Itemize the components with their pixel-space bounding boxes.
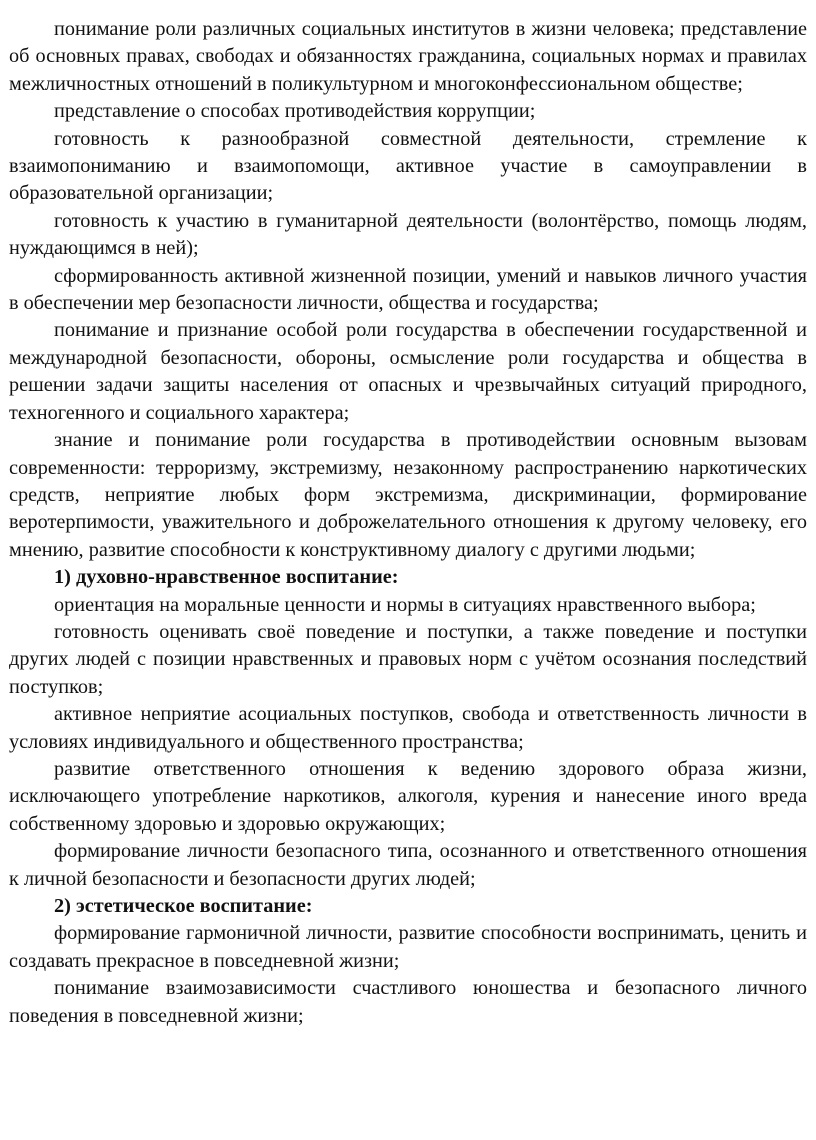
paragraph-safe-personality: формирование личности безопасного типа, осознанного и ответственного отношения к личной безопасности и безопасности других людей; (9, 840, 807, 890)
paragraph-humanitarian-activity: готовность к участию в гуманитарной деятельности (волонтёрство, помощь людям, нуждающимся в ней); (9, 209, 807, 260)
section-heading-spiritual-moral: 1) духовно-нравственное воспитание: (54, 566, 399, 589)
paragraph-youth-safety: понимание взаимозависимости счастливого юношества и безопасного личного поведения в повседневной жизни; (9, 977, 807, 1027)
paragraph-healthy-lifestyle: развитие ответственного отношения к ведению здорового образа жизни, исключающего употребление наркотиков, алкоголя, курения и нанесение иного вреда собственному здоровью и здоровью окружающих; (9, 757, 807, 835)
paragraph-asocial-rejection: активное неприятие асоциальных поступков, свобода и ответственность личности в условиях индивидуального и общественного пространства; (9, 703, 807, 753)
paragraph-evaluate-behavior: готовность оценивать своё поведение и поступки, а также поведение и поступки других людей с позиции нравственных и правовых норм с учётом осознания последствий поступков; (9, 620, 807, 698)
paragraph-moral-values: ориентация на моральные ценности и нормы в ситуациях нравственного выбора; (54, 593, 756, 616)
paragraph-social-institutions: понимание роли различных социальных институтов в жизни человека; представление об основных правах, свободах и обязанностях гражданина, социальных нормах и правилах межличностных отношений в поликультурном и многоконфессиональном обществе; (9, 18, 807, 95)
section-heading-aesthetic: 2) эстетическое воспитание: (54, 895, 313, 917)
paragraph-joint-activity: готовность к разнообразной совместной деятельности, стремление к взаимопониманию и взаимопомощи, активное участие в самоуправлении в образовательной организации; (9, 127, 807, 205)
paragraph-active-position: сформированность активной жизненной позиции, умений и навыков личного участия в обеспечении мер безопасности личности, общества и государства; (9, 264, 807, 315)
paragraph-state-role: понимание и признание особой роли государства в обеспечении государственной и международной безопасности, обороны, осмысление роли государства и общества в решении задачи защиты населения от опасных и чрезвычайных ситуаций природного, техногенного и социального характера; (9, 319, 807, 424)
paragraph-harmonious-personality: формирование гармоничной личности, развитие способности воспринимать, ценить и создавать прекрасное в повседневной жизни; (9, 922, 807, 972)
paragraph-anti-corruption: представление о способах противодействия коррупции; (54, 100, 536, 123)
paragraph-modern-challenges: знание и понимание роли государства в противодействии основным вызовам современности: терроризму, экстремизму, незаконному распространению наркотических средств, неприятие любых форм экстремизма, дискриминации, формирование веротерпимости, уважительного и доброжелательного отношения к другому человеку, его мнению, развитие способности к конструктивному диалогу с другими людьми; (9, 429, 807, 561)
